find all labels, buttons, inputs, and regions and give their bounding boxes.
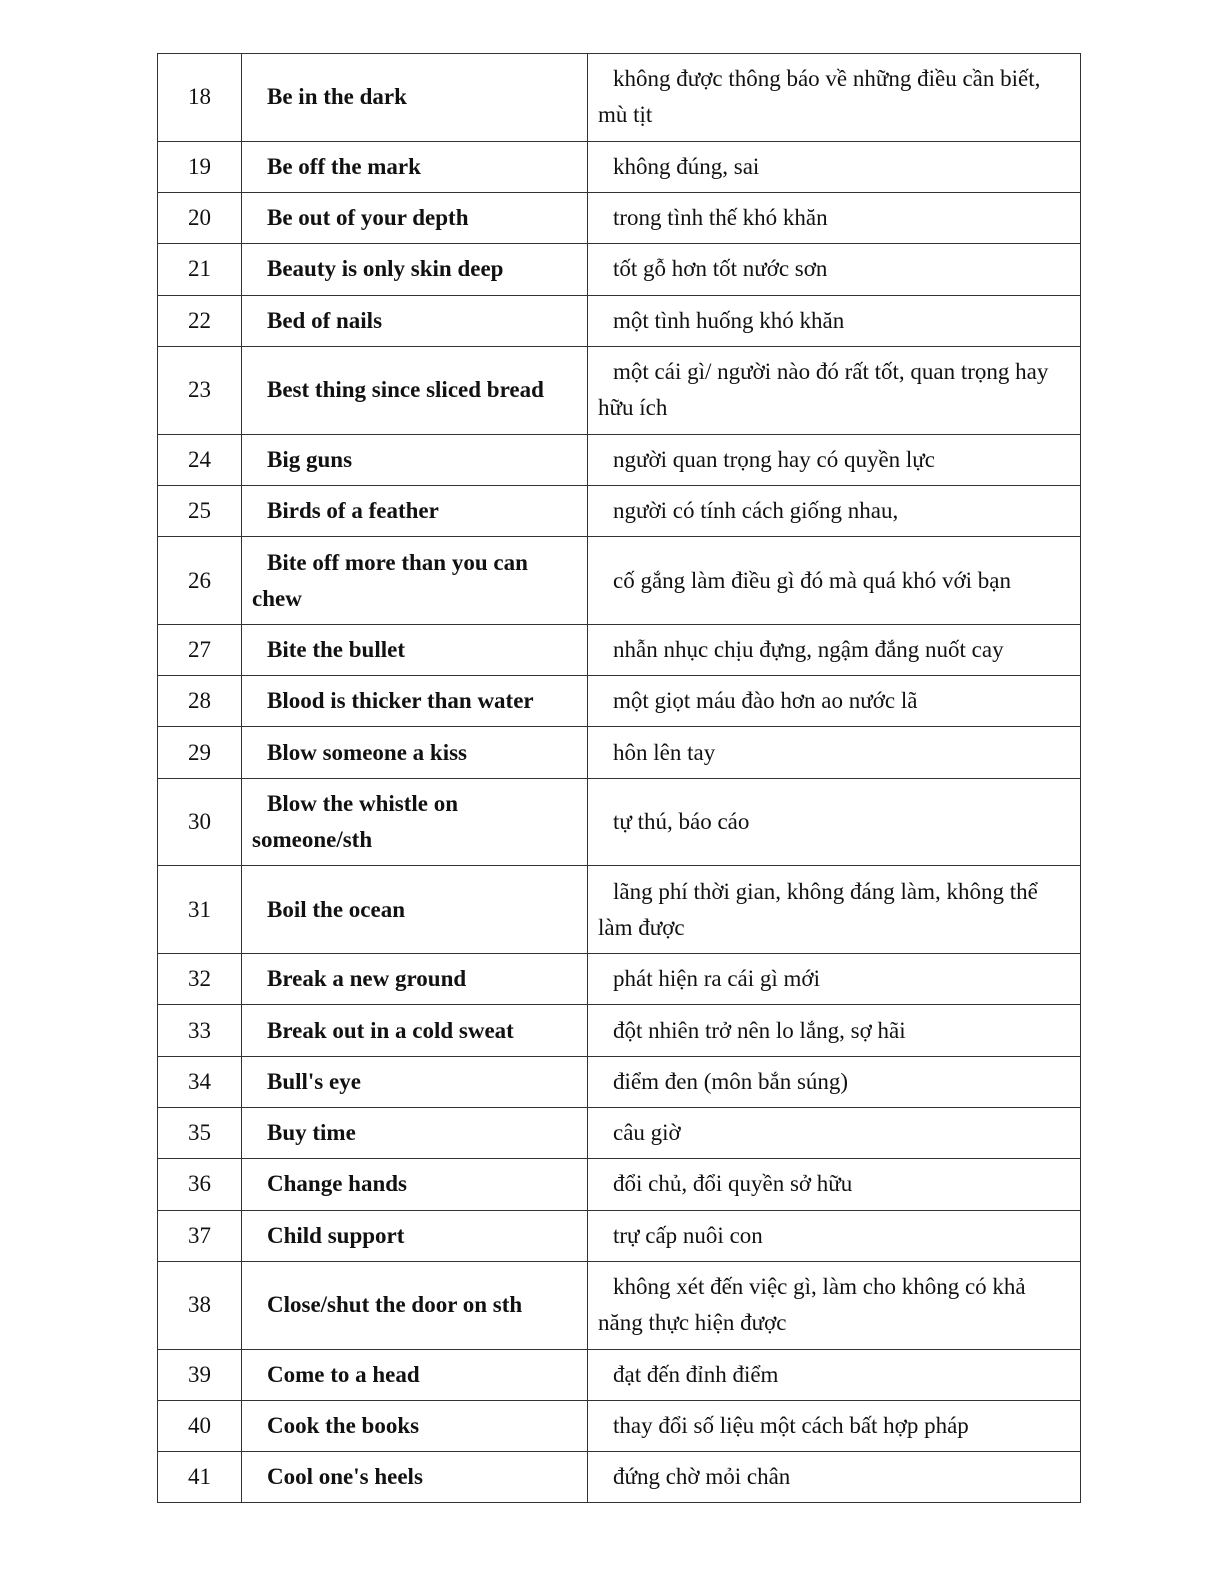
idiom-text: Bite off more than you can chew	[242, 537, 588, 625]
row-number: 40	[158, 1400, 242, 1451]
meaning-text: không đúng, sai	[588, 141, 1081, 192]
row-number: 21	[158, 244, 242, 295]
meaning-text: tốt gỗ hơn tốt nước sơn	[588, 244, 1081, 295]
idiom-text: Bed of nails	[242, 295, 588, 346]
row-number: 31	[158, 866, 242, 954]
meaning-text: đứng chờ mỏi chân	[588, 1452, 1081, 1503]
idiom-text: Blood is thicker than water	[242, 676, 588, 727]
idiom-text: Be off the mark	[242, 141, 588, 192]
idiom-text: Break out in a cold sweat	[242, 1005, 588, 1056]
meaning-text: nhẫn nhục chịu đựng, ngậm đắng nuốt cay	[588, 624, 1081, 675]
row-number: 32	[158, 954, 242, 1005]
row-number: 36	[158, 1159, 242, 1210]
table-row	[158, 295, 1081, 346]
row-number: 22	[158, 295, 242, 346]
row-number: 29	[158, 727, 242, 778]
idiom-text: Blow the whistle on someone/sth	[242, 778, 588, 866]
row-number: 39	[158, 1349, 242, 1400]
idiom-text: Big guns	[242, 434, 588, 485]
meaning-text: người có tính cách giống nhau,	[588, 485, 1081, 536]
table-row	[158, 434, 1081, 485]
idiom-text: Cook the books	[242, 1400, 588, 1451]
row-number: 19	[158, 141, 242, 192]
row-number: 30	[158, 778, 242, 866]
table-row	[158, 54, 1081, 142]
meaning-text: một tình huống khó khăn	[588, 295, 1081, 346]
idiom-text: Be out of your depth	[242, 192, 588, 243]
table-row	[158, 1400, 1081, 1451]
row-number: 37	[158, 1210, 242, 1261]
row-number: 41	[158, 1452, 242, 1503]
idiom-text: Be in the dark	[242, 54, 588, 142]
table-row	[158, 346, 1081, 434]
row-number: 24	[158, 434, 242, 485]
table-row	[158, 727, 1081, 778]
idiom-text: Buy time	[242, 1108, 588, 1159]
idiom-text: Birds of a feather	[242, 485, 588, 536]
table-row	[158, 1261, 1081, 1349]
table-row	[158, 624, 1081, 675]
meaning-text: một cái gì/ người nào đó rất tốt, quan trọng hay hữu ích	[588, 346, 1081, 434]
meaning-text: điểm đen (môn bắn súng)	[588, 1056, 1081, 1107]
table-row	[158, 866, 1081, 954]
table-row	[158, 1159, 1081, 1210]
idiom-text: Change hands	[242, 1159, 588, 1210]
row-number: 38	[158, 1261, 242, 1349]
table-row	[158, 1056, 1081, 1107]
meaning-text: không được thông báo về những điều cần biết, mù tịt	[588, 54, 1081, 142]
idiom-text: Boil the ocean	[242, 866, 588, 954]
meaning-text: không xét đến việc gì, làm cho không có khả năng thực hiện được	[588, 1261, 1081, 1349]
idiom-text: Come to a head	[242, 1349, 588, 1400]
meaning-text: tự thú, báo cáo	[588, 778, 1081, 866]
idiom-text: Cool one's heels	[242, 1452, 588, 1503]
meaning-text: một giọt máu đào hơn ao nước lã	[588, 676, 1081, 727]
meaning-text: hôn lên tay	[588, 727, 1081, 778]
idiom-table	[157, 53, 1081, 1503]
idiom-text: Close/shut the door on sth	[242, 1261, 588, 1349]
row-number: 35	[158, 1108, 242, 1159]
table-row	[158, 676, 1081, 727]
row-number: 33	[158, 1005, 242, 1056]
meaning-text: trong tình thế khó khăn	[588, 192, 1081, 243]
table-row	[158, 141, 1081, 192]
table-row	[158, 778, 1081, 866]
meaning-text: đạt đến đỉnh điểm	[588, 1349, 1081, 1400]
idiom-text: Child support	[242, 1210, 588, 1261]
row-number: 23	[158, 346, 242, 434]
meaning-text: cố gắng làm điều gì đó mà quá khó với bạn	[588, 537, 1081, 625]
row-number: 20	[158, 192, 242, 243]
idiom-text: Blow someone a kiss	[242, 727, 588, 778]
table-row	[158, 192, 1081, 243]
meaning-text: người quan trọng hay có quyền lực	[588, 434, 1081, 485]
meaning-text: phát hiện ra cái gì mới	[588, 954, 1081, 1005]
table-row	[158, 244, 1081, 295]
table-row	[158, 1452, 1081, 1503]
row-number: 25	[158, 485, 242, 536]
meaning-text: thay đổi số liệu một cách bất hợp pháp	[588, 1400, 1081, 1451]
idiom-text: Best thing since sliced bread	[242, 346, 588, 434]
table-row	[158, 485, 1081, 536]
table-row	[158, 1005, 1081, 1056]
meaning-text: đột nhiên trở nên lo lắng, sợ hãi	[588, 1005, 1081, 1056]
row-number: 18	[158, 54, 242, 142]
row-number: 28	[158, 676, 242, 727]
row-number: 27	[158, 624, 242, 675]
table-row	[158, 1349, 1081, 1400]
idiom-text: Bite the bullet	[242, 624, 588, 675]
table-row	[158, 954, 1081, 1005]
table-row	[158, 537, 1081, 625]
idiom-text: Break a new ground	[242, 954, 588, 1005]
meaning-text: lãng phí thời gian, không đáng làm, không thể làm được	[588, 866, 1081, 954]
meaning-text: đổi chủ, đổi quyền sở hữu	[588, 1159, 1081, 1210]
meaning-text: trự cấp nuôi con	[588, 1210, 1081, 1261]
table-row	[158, 1210, 1081, 1261]
meaning-text: câu giờ	[588, 1108, 1081, 1159]
idiom-text: Bull's eye	[242, 1056, 588, 1107]
row-number: 34	[158, 1056, 242, 1107]
idiom-text: Beauty is only skin deep	[242, 244, 588, 295]
table-row	[158, 1108, 1081, 1159]
row-number: 26	[158, 537, 242, 625]
